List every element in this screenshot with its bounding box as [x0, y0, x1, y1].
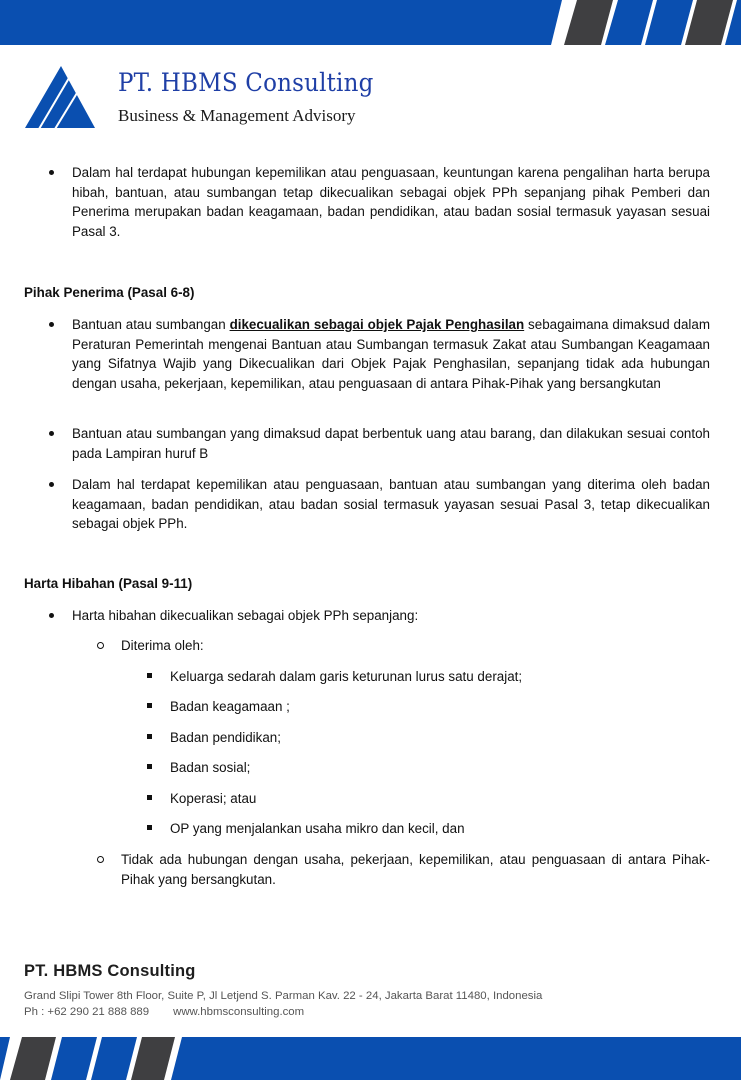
footer-stripe: [91, 1037, 137, 1080]
penerima-bullet-1: [72, 315, 710, 393]
hibahan-sub-item-1: [121, 636, 710, 656]
brand-subtitle: Business & Management Advisory: [118, 106, 356, 125]
footer-stripe: [131, 1037, 175, 1080]
intro-bullet: [72, 163, 710, 241]
footer-band: [0, 1037, 741, 1080]
square-bullet-icon: [147, 673, 152, 678]
header-stripe: [605, 0, 653, 45]
section-heading-hibahan: Harta Hibahan (Pasal 9-11): [24, 576, 193, 591]
footer-band-bar: [171, 1037, 741, 1080]
recipient-item: [170, 728, 710, 748]
footer-contact: [24, 1006, 304, 1018]
sub-item-text: Diterima oleh:: [121, 638, 204, 653]
bullet-icon: [49, 613, 54, 618]
brand-title: PT. HBMS Consulting: [118, 68, 374, 97]
square-bullet-icon: [147, 734, 152, 739]
footer-phone: Ph : +62 290 21 888 889: [24, 1006, 150, 1018]
recipient-item: [170, 758, 710, 778]
bullet-icon: [49, 322, 54, 327]
bullet-text: Bantuan atau sumbangan yang dimaksud dapat berbentuk uang atau barang, dan dilakukan sesuai contoh pada Lampiran huruf B: [72, 426, 710, 461]
square-bullet-icon: [147, 795, 152, 800]
recipient-item: [170, 789, 710, 809]
recipient-text: OP yang menjalankan usaha mikro dan kecil, dan: [170, 821, 465, 836]
bullet-text: Dalam hal terdapat hubungan kepemilikan atau penguasaan, keuntungan karena pengalihan harta berupa hibah, bantuan, atau sumbangan tetap dikecualikan sebagai objek PPh sepanjang pihak Pemberi dan Penerima merupakan badan keagamaan, badan pendidikan, atau badan sosial termasuk yayasan sesuai Pasal 3.: [72, 165, 710, 239]
footer-address: Grand Slipi Tower 8th Floor, Suite P, Jl Letjend S. Parman Kav. 22 - 24, Jakarta Barat 11480, Indonesia: [24, 990, 543, 1002]
bullet-icon: [49, 482, 54, 487]
footer-company-name: PT. HBMS Consulting: [24, 962, 196, 980]
square-bullet-icon: [147, 764, 152, 769]
bullet-emphasis: dikecualikan sebagai objek Pajak Penghasilan: [229, 317, 525, 332]
penerima-bullet-3: [72, 475, 710, 534]
bullet-icon: [49, 170, 54, 175]
section-heading-penerima: Pihak Penerima (Pasal 6-8): [24, 285, 195, 300]
circle-bullet-icon: [97, 642, 104, 649]
recipient-text: Koperasi; atau: [170, 791, 257, 806]
header-band: [0, 0, 741, 45]
recipient-text: Keluarga sedarah dalam garis keturunan lurus satu derajat;: [170, 669, 523, 684]
sub-item-text: Tidak ada hubungan dengan usaha, pekerjaan, kepemilikan, atau penguasaan di antara Pihak-Pihak yang bersangkutan.: [121, 852, 710, 887]
company-logo-icon: [25, 66, 97, 129]
recipient-item: [170, 697, 710, 717]
recipient-text: Badan sosial;: [170, 760, 251, 775]
footer-website-link[interactable]: www.hbmsconsulting.com: [173, 1006, 305, 1018]
hibahan-sub-item-2: [121, 850, 710, 889]
recipient-item: [170, 819, 710, 839]
footer-stripe: [10, 1037, 56, 1080]
header-stripe: [564, 0, 613, 45]
header-stripe: [645, 0, 693, 45]
bullet-icon: [49, 431, 54, 436]
square-bullet-icon: [147, 703, 152, 708]
square-bullet-icon: [147, 825, 152, 830]
recipient-text: Badan keagamaan ;: [170, 699, 290, 714]
hibahan-bullet: [72, 606, 710, 626]
bullet-text: Dalam hal terdapat kepemilikan atau penguasaan, bantuan atau sumbangan yang diterima oleh badan keagamaan, badan pendidikan, atau badan sosial termasuk yayasan sesuai Pasal 3, tetap dikecualikan sebagai objek PPh.: [72, 477, 710, 532]
bullet-text-suffix: sebagaimana dimaksud dalam Peraturan Pemerintah mengenai Bantuan atau Sumbangan termasuk Zakat atau Sumbangan Keagamaan yang Sifatnya Wajib yang Dikecualikan dari Objek Pajak Penghasilan, sepanjang tidak ada hubungan dengan usaha, pekerjaan, kepemilikan, atau penguasaan di antara Pihak-Pihak yang bersangkutan: [72, 317, 710, 391]
footer-stripe: [51, 1037, 97, 1080]
bullet-text: Harta hibahan dikecualikan sebagai objek PPh sepanjang:: [72, 608, 419, 623]
penerima-bullet-2: [72, 424, 710, 463]
header-stripe: [685, 0, 733, 45]
bullet-text-prefix: Bantuan atau sumbangan: [72, 317, 230, 332]
circle-bullet-icon: [97, 856, 104, 863]
footer-stripe: [0, 1037, 10, 1080]
recipient-text: Badan pendidikan;: [170, 730, 281, 745]
recipient-item: [170, 667, 710, 687]
header-band-bar: [0, 0, 562, 45]
